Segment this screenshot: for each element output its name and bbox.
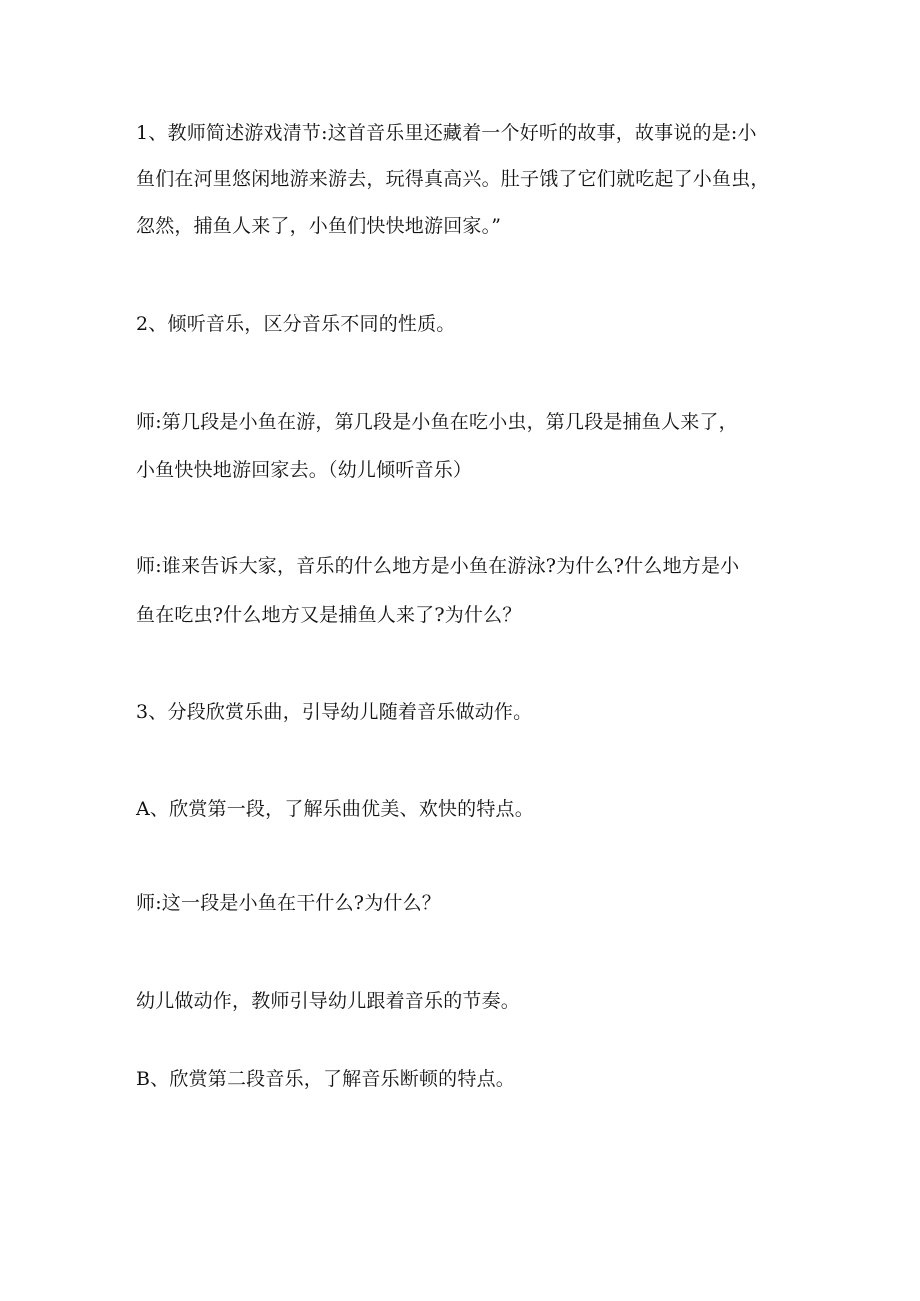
children-action-note: 幼儿做动作，教师引导幼儿跟着音乐的节奏。 bbox=[136, 990, 521, 1012]
paragraph-1-line-1: 1、教师简述游戏清节:这首音乐里还藏着一个好听的故事，故事说的是:小 bbox=[136, 122, 757, 144]
teacher-question-2-line-2: 鱼在吃虫?什么地方又是捕鱼人来了?为什么？ bbox=[136, 604, 522, 626]
paragraph-1-line-3: 忽然，捕鱼人来了，小鱼们快快地游回家。” bbox=[136, 215, 502, 237]
step-2-heading: 2、倾听音乐，区分音乐不同的性质。 bbox=[136, 313, 456, 335]
teacher-question-2-line-1: 师:谁来告诉大家，音乐的什么地方是小鱼在游泳?为什么?什么地方是小 bbox=[136, 555, 740, 577]
section-b-heading: B、欣赏第二段音乐，了解音乐断顿的特点。 bbox=[136, 1068, 515, 1090]
teacher-question-1-line-2: 小鱼快快地游回家去。（幼儿倾听音乐） bbox=[136, 459, 473, 481]
section-a-heading: A、欣赏第一段，了解乐曲优美、欢快的特点。 bbox=[136, 798, 534, 820]
paragraph-1-line-2: 鱼们在河里悠闲地游来游去，玩得真高兴。肚子饿了它们就吃起了小鱼虫， bbox=[136, 168, 770, 190]
teacher-question-3: 师:这一段是小鱼在干什么?为什么？ bbox=[136, 892, 441, 914]
teacher-question-1-line-1: 师:第几段是小鱼在游，第几段是小鱼在吃小虫，第几段是捕鱼人来了， bbox=[136, 411, 738, 433]
step-3-heading: 3、分段欣赏乐曲，引导幼儿随着音乐做动作。 bbox=[136, 701, 533, 723]
